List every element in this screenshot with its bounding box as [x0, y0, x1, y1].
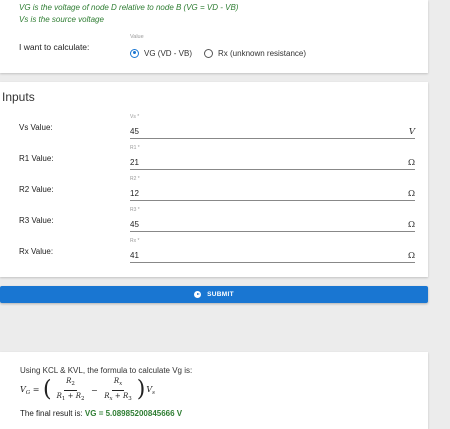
- r3-input[interactable]: [130, 219, 415, 232]
- field-row-vs: [0, 115, 428, 141]
- r2-input[interactable]: [130, 188, 415, 201]
- field-row-r2: [0, 177, 428, 203]
- radio-option-vg[interactable]: [130, 47, 192, 59]
- r1-unit: Ω: [407, 158, 415, 168]
- vs-definition-note: Vs is the source voltage: [19, 15, 104, 24]
- radio-unchecked-icon[interactable]: [204, 49, 213, 58]
- inputs-card: [0, 82, 428, 277]
- rx-label: Rx Value:: [19, 247, 54, 256]
- r2-caption: R2 *: [130, 176, 140, 182]
- r3-label: R3 Value:: [19, 216, 54, 225]
- field-row-r1: [0, 146, 428, 172]
- rx-input[interactable]: [130, 250, 415, 263]
- r3-unit: Ω: [407, 220, 415, 230]
- rx-unit: Ω: [407, 251, 415, 261]
- r1-label: R1 Value:: [19, 154, 54, 163]
- r3-caption: R3 *: [130, 207, 140, 213]
- calculate-label: I want to calculate:: [19, 42, 90, 52]
- field-row-r3: [0, 208, 428, 234]
- radio-option-rx[interactable]: [204, 47, 306, 59]
- field-row-rx: [0, 239, 428, 265]
- result-card: [0, 352, 428, 429]
- r1-input-value: 21: [130, 158, 139, 167]
- final-result: [20, 409, 182, 418]
- final-result-value: VG = 5.08985200845666 V: [84, 409, 183, 418]
- calculation-options-card: [0, 0, 428, 73]
- rx-input-value: 41: [130, 251, 139, 260]
- vs-input-value: 45: [130, 127, 139, 136]
- play-circle-icon: [194, 291, 201, 298]
- radio-option-vg-label: VG (VD - VB): [144, 48, 193, 58]
- submit-button[interactable]: [0, 286, 428, 303]
- vs-input[interactable]: [130, 126, 415, 139]
- final-result-prefix: The final result is:: [20, 409, 85, 418]
- r1-caption: R1 *: [130, 145, 140, 151]
- vs-caption: Vs *: [130, 114, 140, 120]
- r2-unit: Ω: [407, 189, 415, 199]
- r3-input-value: 45: [130, 220, 139, 229]
- vg-definition-note: VG is the voltage of node D relative to node B (VG = VD - VB): [19, 3, 239, 12]
- r2-label: R2 Value:: [19, 185, 54, 194]
- vs-label: Vs Value:: [19, 123, 53, 132]
- rx-caption: Rx *: [130, 238, 140, 244]
- submit-label: SUBMIT: [207, 291, 234, 298]
- inputs-title: Inputs: [2, 90, 35, 104]
- vs-unit: V: [408, 127, 415, 137]
- value-caption: Value: [130, 34, 144, 40]
- radio-checked-icon[interactable]: [130, 49, 139, 58]
- r2-input-value: 12: [130, 189, 139, 198]
- r1-input[interactable]: [130, 157, 415, 170]
- radio-option-rx-label: Rx (unknown resistance): [218, 48, 307, 58]
- formula-intro: Using KCL & KVL, the formula to calculate Vg is:: [20, 366, 193, 375]
- vg-formula: $V_G$ = ( $\frac{R_2}{R_1 + R_2}$ − $\frac{R_x}{R_x + R_3}$ ) $V_s$: [20, 376, 155, 402]
